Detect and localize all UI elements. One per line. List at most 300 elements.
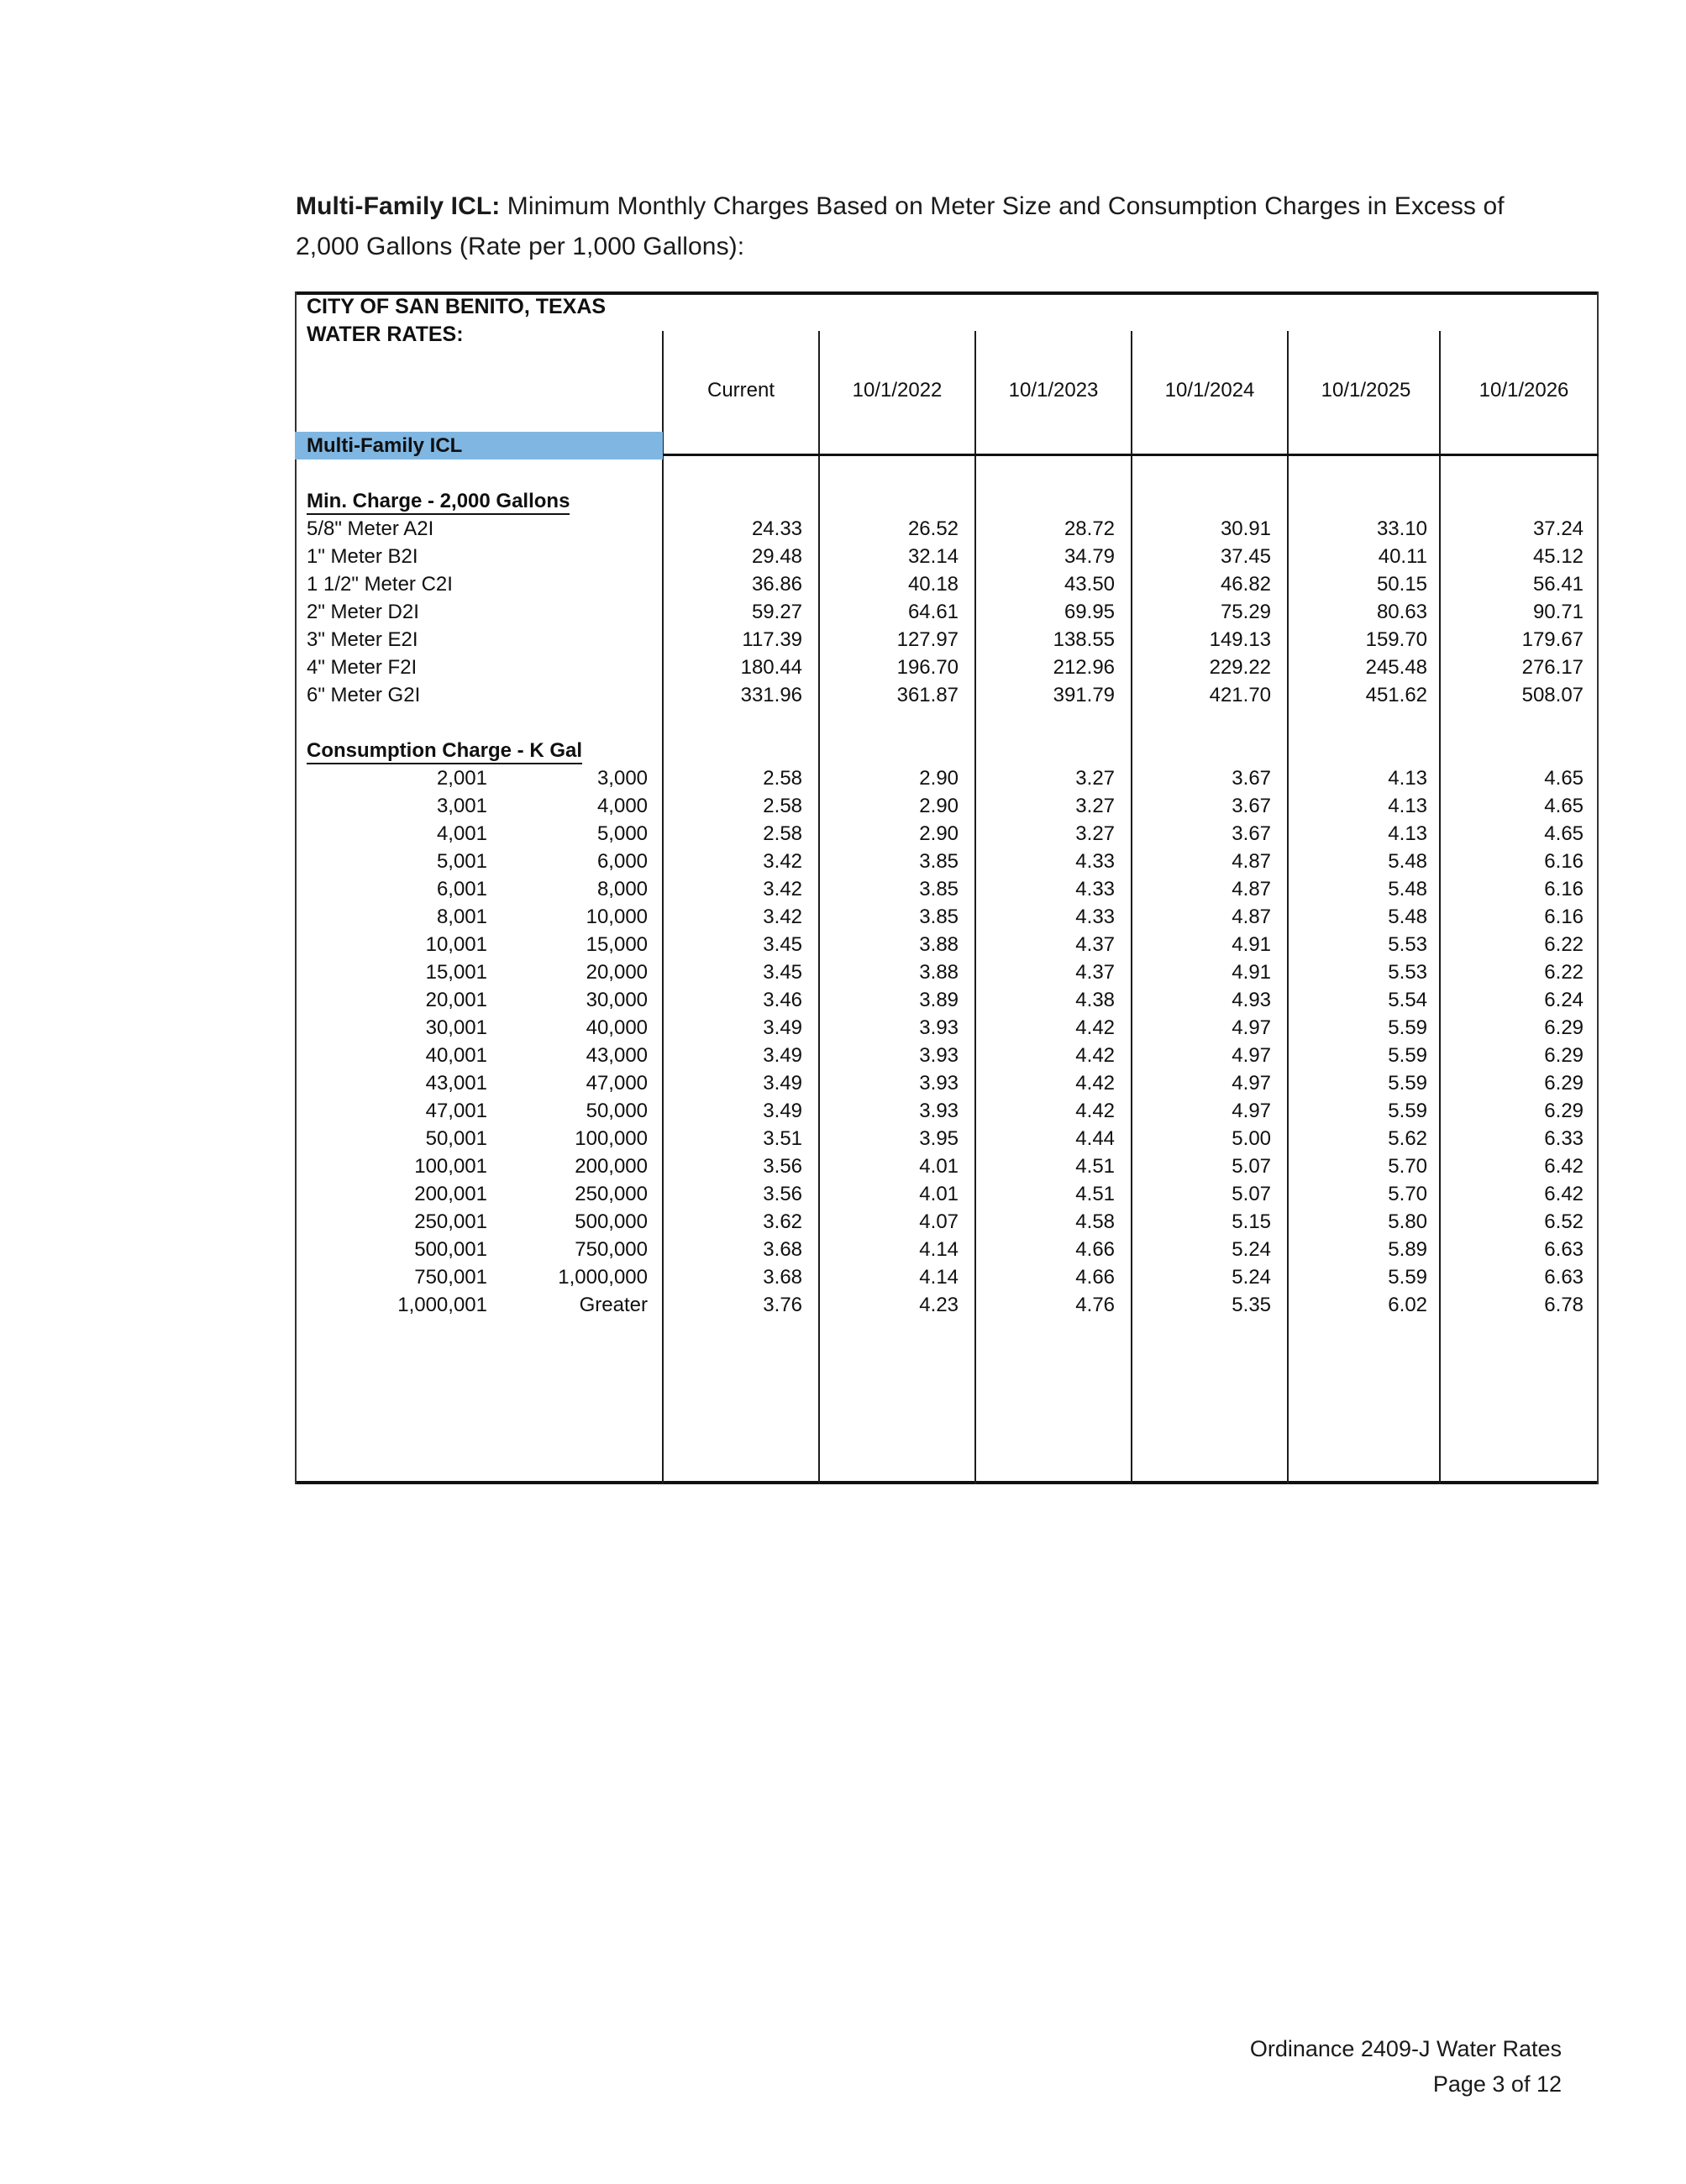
tier-value: 4.91 [1232,933,1272,956]
tier-value: 5.80 [1388,1210,1428,1233]
tier-to: 8,000 [596,878,649,900]
tier-value: 4.07 [919,1210,959,1233]
water-rates-table [295,293,1599,1374]
meter-value: 90.71 [1532,601,1584,623]
tier-to: 750,000 [575,1238,649,1261]
tier-value: 4.13 [1388,767,1428,790]
tier-value: 3.93 [919,1044,959,1067]
tier-value: 3.68 [763,1266,803,1289]
column-header-2022: 10/1/2022 [852,379,943,402]
meter-value: 75.29 [1220,601,1272,623]
table-row [295,1208,1604,1236]
tier-value: 3.93 [919,1100,959,1122]
tier-value: 4.42 [1075,1016,1116,1039]
meter-value: 40.11 [1378,545,1428,568]
table-row-org2 [295,321,1604,349]
tier-from: 8,001 [436,906,487,928]
tier-value: 5.59 [1388,1016,1428,1039]
tier-value: 6.42 [1544,1183,1584,1205]
blank [663,321,819,349]
meter-value: 33.10 [1376,517,1428,540]
tier-to: Greater [579,1294,649,1316]
blank [295,349,1604,376]
meter-value: 180.44 [740,656,803,679]
meter-label: 3" Meter E2I [307,628,418,651]
tier-value: 5.59 [1388,1266,1428,1289]
tier-value: 2.90 [919,795,959,817]
column-header-2026: 10/1/2026 [1479,379,1569,402]
tier-value: 5.53 [1388,961,1428,984]
table-row [295,848,1604,875]
tier-to: 10,000 [586,906,649,928]
tier-value: 3.88 [919,933,959,956]
table-row [295,626,1604,654]
page-title-lead: Multi-Family ICL: [296,192,501,220]
blank [819,737,975,764]
table-row [295,681,1604,709]
meter-value: 276.17 [1521,656,1584,679]
meter-value: 117.39 [742,628,803,651]
table-row [295,875,1604,903]
tier-value: 3.93 [919,1072,959,1095]
meter-value: 421.70 [1209,684,1272,706]
meter-label: 4" Meter F2I [307,656,418,679]
tier-value: 4.23 [919,1294,959,1316]
table-row [295,958,1604,986]
tier-value: 4.14 [919,1266,959,1289]
blank [975,293,1132,321]
blank [1288,321,1444,349]
table-row [295,931,1604,958]
table-row [295,1097,1604,1125]
tier-from: 500,001 [414,1238,487,1261]
blank [1444,293,1604,321]
tier-value: 3.85 [919,906,959,928]
tier-value: 3.49 [763,1100,803,1122]
tier-value: 4.58 [1075,1210,1116,1233]
tier-value: 3.95 [919,1127,959,1150]
meter-value: 451.62 [1365,684,1428,706]
meter-value: 45.12 [1532,545,1584,568]
column-header-2023: 10/1/2023 [1008,379,1099,402]
table-row-spacer [295,1347,1604,1374]
meter-value: 229.22 [1209,656,1272,679]
table-row-spacer [295,404,1604,432]
tier-from: 43,001 [425,1072,487,1095]
tier-value: 5.54 [1388,989,1428,1011]
blank [819,321,975,349]
tier-value: 4.33 [1075,906,1116,928]
tier-value: 5.00 [1232,1127,1272,1150]
blank [295,459,1604,487]
table-row [295,1180,1604,1208]
tier-value: 4.66 [1075,1266,1116,1289]
table-row-spacer [295,1319,1604,1347]
tier-value: 4.13 [1388,822,1428,845]
meter-value: 508.07 [1521,684,1584,706]
blank [975,737,1132,764]
tier-value: 6.52 [1544,1210,1584,1233]
tier-value: 4.13 [1388,795,1428,817]
tier-value: 4.37 [1075,933,1116,956]
meter-value: 29.48 [751,545,803,568]
tier-to: 250,000 [575,1183,649,1205]
blank [1288,737,1444,764]
meter-value: 50.15 [1376,573,1428,596]
tier-value: 2.58 [763,795,803,817]
tier-value: 5.15 [1232,1210,1272,1233]
column-header-2024: 10/1/2024 [1164,379,1255,402]
blank [1288,432,1444,459]
table-row [295,1263,1604,1291]
tier-value: 3.67 [1232,822,1272,845]
meter-value: 331.96 [740,684,803,706]
tier-to: 6,000 [596,850,649,873]
meter-value: 24.33 [751,517,803,540]
tier-value: 5.59 [1388,1100,1428,1122]
table-row-org1 [295,293,1604,321]
tier-value: 2.90 [919,822,959,845]
meter-value: 196.70 [896,656,959,679]
tier-value: 5.70 [1388,1155,1428,1178]
tier-value: 4.76 [1075,1294,1116,1316]
tier-value: 2.58 [763,822,803,845]
blank [1132,321,1288,349]
footer-page-number: Page 3 of 12 [1432,2071,1562,2097]
meter-value: 34.79 [1064,545,1116,568]
section-heading-min-charge: Min. Charge - 2,000 Gallons [295,487,663,515]
tier-value: 5.70 [1388,1183,1428,1205]
tier-value: 3.76 [763,1294,803,1316]
table-header-row [295,376,1604,404]
blank [1444,737,1604,764]
tier-value: 5.07 [1232,1183,1272,1205]
blank [975,432,1132,459]
tier-value: 3.85 [919,878,959,900]
meter-value: 59.27 [751,601,803,623]
tier-from: 20,001 [425,989,487,1011]
meter-value: 26.52 [907,517,959,540]
tier-value: 5.48 [1388,906,1428,928]
column-header-2025: 10/1/2025 [1321,379,1411,402]
tier-value: 3.67 [1232,767,1272,790]
tier-value: 3.45 [763,961,803,984]
tier-to: 5,000 [596,822,649,845]
table-row [295,1125,1604,1152]
tier-value: 3.67 [1232,795,1272,817]
table-row-spacer [295,709,1604,737]
tier-value: 6.63 [1544,1238,1584,1261]
tier-value: 6.02 [1388,1294,1428,1316]
meter-label: 6" Meter G2I [307,684,421,706]
tier-value: 3.42 [763,906,803,928]
meter-value: 43.50 [1064,573,1116,596]
tier-to: 20,000 [586,961,649,984]
rates-label: WATER RATES: [307,323,464,346]
tier-value: 6.22 [1544,961,1584,984]
tier-value: 4.97 [1232,1100,1272,1122]
tier-to: 4,000 [596,795,649,817]
tier-value: 4.97 [1232,1016,1272,1039]
tier-value: 4.42 [1075,1100,1116,1122]
tier-to: 43,000 [586,1044,649,1067]
tier-from: 47,001 [425,1100,487,1122]
tier-from: 5,001 [436,850,487,873]
tier-from: 10,001 [425,933,487,956]
page-title-rest: Minimum Monthly Charges Based on Meter Size and Consumption Charges in Excess of 2,000 Gallons (Rate per 1,000 Gallons): [296,192,1505,260]
meter-label: 1 1/2" Meter C2I [307,573,453,596]
meter-value: 37.24 [1532,517,1584,540]
blank [819,487,975,515]
tier-value: 5.59 [1388,1072,1428,1095]
blank [295,1347,1604,1374]
meter-value: 64.61 [907,601,959,623]
meter-value: 138.55 [1053,628,1116,651]
tier-from: 6,001 [436,878,487,900]
tier-value: 3.49 [763,1044,803,1067]
blank [819,432,975,459]
tier-value: 4.65 [1544,822,1584,845]
tier-from: 2,001 [436,767,487,790]
blank [295,404,1604,432]
blank [295,376,509,404]
tier-value: 5.59 [1388,1044,1428,1067]
tier-value: 5.07 [1232,1155,1272,1178]
tier-value: 4.01 [919,1183,959,1205]
tier-from: 30,001 [425,1016,487,1039]
tier-value: 6.42 [1544,1155,1584,1178]
tier-value: 3.56 [763,1155,803,1178]
tier-value: 6.78 [1544,1294,1584,1316]
tier-from: 200,001 [414,1183,487,1205]
blank [1444,432,1604,459]
table-row [295,764,1604,792]
tier-to: 47,000 [586,1072,649,1095]
tier-value: 5.53 [1388,933,1428,956]
tier-value: 3.89 [919,989,959,1011]
section-heading-consumption: Consumption Charge - K Gal [295,737,663,764]
blank [663,432,819,459]
blank [1288,487,1444,515]
tier-from: 1,000,001 [397,1294,487,1316]
footer-ordinance: Ordinance 2409-J Water Rates [1249,2036,1562,2061]
tier-value: 3.51 [763,1127,803,1150]
tier-value: 5.24 [1232,1238,1272,1261]
blank [295,1319,1604,1347]
tier-to: 40,000 [586,1016,649,1039]
blank [663,737,819,764]
tier-value: 3.27 [1075,795,1116,817]
tier-value: 4.14 [919,1238,959,1261]
meter-value: 30.91 [1220,517,1272,540]
tier-value: 4.37 [1075,961,1116,984]
tier-value: 6.29 [1544,1072,1584,1095]
page-title [296,186,1522,267]
meter-label: 1" Meter B2I [307,545,418,568]
tier-from: 100,001 [414,1155,487,1178]
tier-value: 3.27 [1075,822,1116,845]
table-row [295,792,1604,820]
blank [1132,487,1288,515]
tier-value: 4.38 [1075,989,1116,1011]
blank [1444,487,1604,515]
meter-value: 159.70 [1365,628,1428,651]
column-header-current: Current [707,379,775,402]
tier-value: 4.66 [1075,1238,1116,1261]
page-footer [1250,2031,1562,2102]
tier-value: 4.87 [1232,878,1272,900]
tier-value: 3.42 [763,878,803,900]
tier-value: 4.65 [1544,767,1584,790]
tier-from: 750,001 [414,1266,487,1289]
tier-value: 6.63 [1544,1266,1584,1289]
tier-value: 4.93 [1232,989,1272,1011]
tier-value: 4.42 [1075,1072,1116,1095]
tier-value: 4.97 [1232,1072,1272,1095]
meter-value: 37.45 [1220,545,1272,568]
tier-value: 3.85 [919,850,959,873]
blank [295,709,1604,737]
meter-value: 391.79 [1053,684,1116,706]
meter-value: 69.95 [1064,601,1116,623]
meter-value: 46.82 [1220,573,1272,596]
table-row [295,903,1604,931]
tier-value: 5.62 [1388,1127,1428,1150]
category-band-label: Multi-Family ICL [295,432,663,459]
table-row [295,598,1604,626]
tier-value: 5.48 [1388,850,1428,873]
blank [975,321,1132,349]
table-row [295,986,1604,1014]
meter-value: 80.63 [1376,601,1428,623]
tier-value: 6.29 [1544,1016,1584,1039]
tier-from: 40,001 [425,1044,487,1067]
tier-from: 15,001 [425,961,487,984]
tier-value: 2.90 [919,767,959,790]
tier-value: 3.56 [763,1183,803,1205]
tier-from: 4,001 [436,822,487,845]
blank [975,487,1132,515]
tier-value: 4.91 [1232,961,1272,984]
meter-value: 127.97 [896,628,959,651]
meter-value: 149.13 [1209,628,1272,651]
tier-value: 5.89 [1388,1238,1428,1261]
blank [1444,321,1604,349]
tier-value: 4.87 [1232,906,1272,928]
tier-value: 3.49 [763,1016,803,1039]
table-row [295,1042,1604,1069]
table-row-section-min-charge [295,487,1604,515]
tier-value: 3.42 [763,850,803,873]
tier-value: 3.46 [763,989,803,1011]
table-row-spacer [295,459,1604,487]
tier-value: 4.33 [1075,878,1116,900]
meter-value: 212.96 [1053,656,1116,679]
meter-value: 28.72 [1064,517,1116,540]
tier-value: 4.97 [1232,1044,1272,1067]
tier-value: 3.49 [763,1072,803,1095]
meter-value: 245.48 [1365,656,1428,679]
blank [509,376,663,404]
tier-to: 30,000 [586,989,649,1011]
blank [663,487,819,515]
tier-to: 15,000 [586,933,649,956]
meter-value: 32.14 [907,545,959,568]
tier-value: 6.16 [1544,906,1584,928]
tier-from: 50,001 [425,1127,487,1150]
tier-value: 3.45 [763,933,803,956]
blank [1288,293,1444,321]
tier-value: 5.24 [1232,1266,1272,1289]
table-row [295,1014,1604,1042]
tier-to: 1,000,000 [558,1266,649,1289]
tier-from: 3,001 [436,795,487,817]
tier-value: 4.65 [1544,795,1584,817]
table-row [295,654,1604,681]
blank [663,293,819,321]
table-row [295,1291,1604,1319]
table-row [295,515,1604,543]
tier-value: 6.29 [1544,1044,1584,1067]
org-name: CITY OF SAN BENITO, TEXAS [307,295,607,318]
tier-value: 5.48 [1388,878,1428,900]
blank [1132,293,1288,321]
tier-value: 3.62 [763,1210,803,1233]
tier-value: 3.88 [919,961,959,984]
tier-to: 200,000 [575,1155,649,1178]
tier-value: 5.35 [1232,1294,1272,1316]
meter-value: 179.67 [1521,628,1584,651]
tier-value: 6.33 [1544,1127,1584,1150]
tier-value: 4.33 [1075,850,1116,873]
tier-value: 6.22 [1544,933,1584,956]
tier-value: 4.42 [1075,1044,1116,1067]
meter-label: 5/8" Meter A2I [307,517,434,540]
table-row-category [295,432,1604,459]
tier-from: 250,001 [414,1210,487,1233]
tier-value: 4.87 [1232,850,1272,873]
tier-to: 100,000 [575,1127,649,1150]
tier-value: 3.93 [919,1016,959,1039]
blank [819,293,975,321]
tier-value: 4.51 [1075,1183,1116,1205]
tier-value: 2.58 [763,767,803,790]
table-row-section-consumption [295,737,1604,764]
tier-value: 4.01 [919,1155,959,1178]
tier-value: 6.16 [1544,878,1584,900]
table-row [295,1152,1604,1180]
tier-to: 3,000 [596,767,649,790]
tier-value: 3.27 [1075,767,1116,790]
tier-value: 4.51 [1075,1155,1116,1178]
meter-value: 40.18 [907,573,959,596]
meter-label: 2" Meter D2I [307,601,419,623]
blank [1132,737,1288,764]
tier-value: 4.44 [1075,1127,1116,1150]
table-row [295,820,1604,848]
table-row [295,1236,1604,1263]
tier-to: 50,000 [586,1100,649,1122]
meter-value: 56.41 [1532,573,1584,596]
meter-value: 36.86 [751,573,803,596]
meter-value: 361.87 [896,684,959,706]
blank [1132,432,1288,459]
tier-value: 3.68 [763,1238,803,1261]
table-bottom-border [295,1481,1599,1484]
table-row [295,570,1604,598]
tier-to: 500,000 [575,1210,649,1233]
table-row [295,543,1604,570]
